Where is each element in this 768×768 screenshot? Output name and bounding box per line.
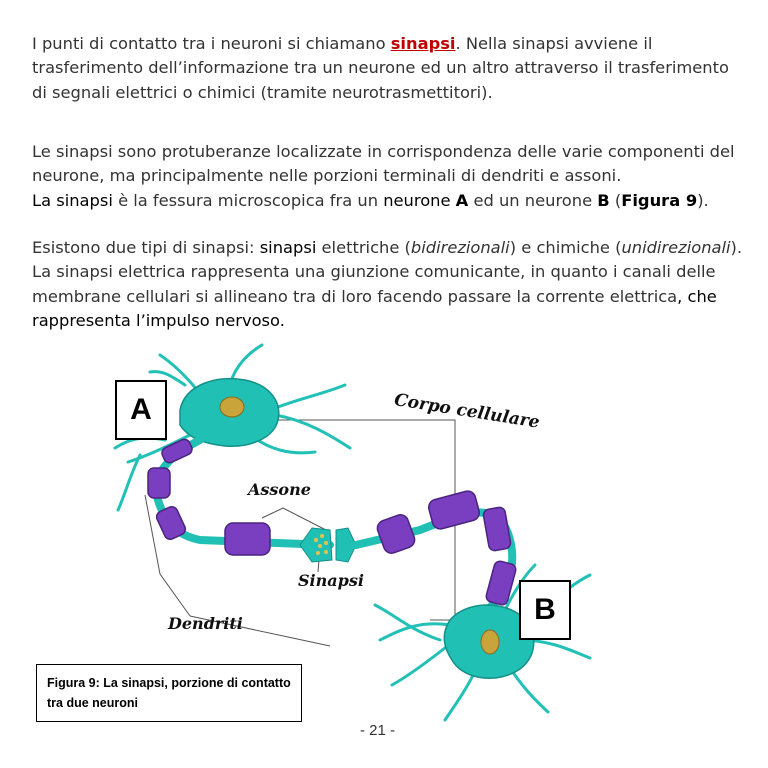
paragraph-protuberanze — [32, 140, 748, 213]
text: ). La sinapsi elettrica rappresenta una giunzione comunicante, in quanto i canali delle membrane cellulari si allineano tra di loro facendo passare la corrente elettrica — [32, 238, 743, 306]
label-neurone-a: A — [115, 380, 167, 440]
text: A — [455, 190, 469, 210]
text: bidirezionali — [410, 238, 510, 257]
neuron-figure — [0, 340, 768, 768]
figure-reference: Figura 9 — [621, 190, 698, 210]
figure-caption: Figura 9: La sinapsi, porzione di contatto tra due neuroni — [36, 664, 302, 722]
text: ( — [609, 190, 622, 210]
text: ). — [697, 190, 709, 210]
text: B — [597, 190, 610, 210]
label-neurone-b: B — [519, 580, 571, 640]
text: . Nella sinapsi avviene il trasferimento dell’informazione tra un neurone ed un altro attraverso il trasferimento di segnali elettrici o chimici (tramite neurotrasmettitori). — [32, 34, 729, 102]
text: sinapsi — [56, 190, 113, 210]
presynaptic-terminal — [300, 528, 332, 562]
paragraph-tipi-sinapsi — [32, 236, 748, 333]
text: ed un neurone — [468, 190, 598, 210]
text: è la fessura microscopica fra un — [112, 190, 384, 210]
text: ) e chimiche ( — [509, 238, 622, 257]
text: La — [32, 190, 57, 210]
text: neurone — [383, 190, 456, 210]
paragraph-sinapsi-intro — [32, 32, 748, 105]
sinapsi-highlight: sinapsi — [390, 34, 456, 53]
page-number: - 21 - — [360, 722, 396, 739]
text: elettriche ( — [316, 238, 411, 257]
neuron-a-nucleus — [220, 397, 244, 417]
label-assone: Assone — [248, 480, 311, 499]
text: sinapsi — [259, 238, 317, 257]
text: I punti di contatto tra i neuroni si chiamano — [32, 34, 391, 53]
neuron-b-nucleus — [481, 630, 499, 654]
label-sinapsi: Sinapsi — [298, 571, 364, 590]
text: Le sinapsi sono protuberanze localizzate in corrispondenza delle varie componenti del neurone, ma principalmente nelle porzioni terminali di dendriti e assoni. — [32, 142, 735, 186]
text: unidirezionali — [621, 238, 731, 257]
text: , che rappresenta l’impulso nervoso. — [32, 286, 717, 330]
myelin-b — [375, 489, 517, 606]
label-corpo-cellulare: Corpo cellulare — [392, 390, 541, 433]
label-dendriti: Dendriti — [168, 614, 243, 633]
text: Esistono due tipi di sinapsi: — [32, 238, 260, 257]
